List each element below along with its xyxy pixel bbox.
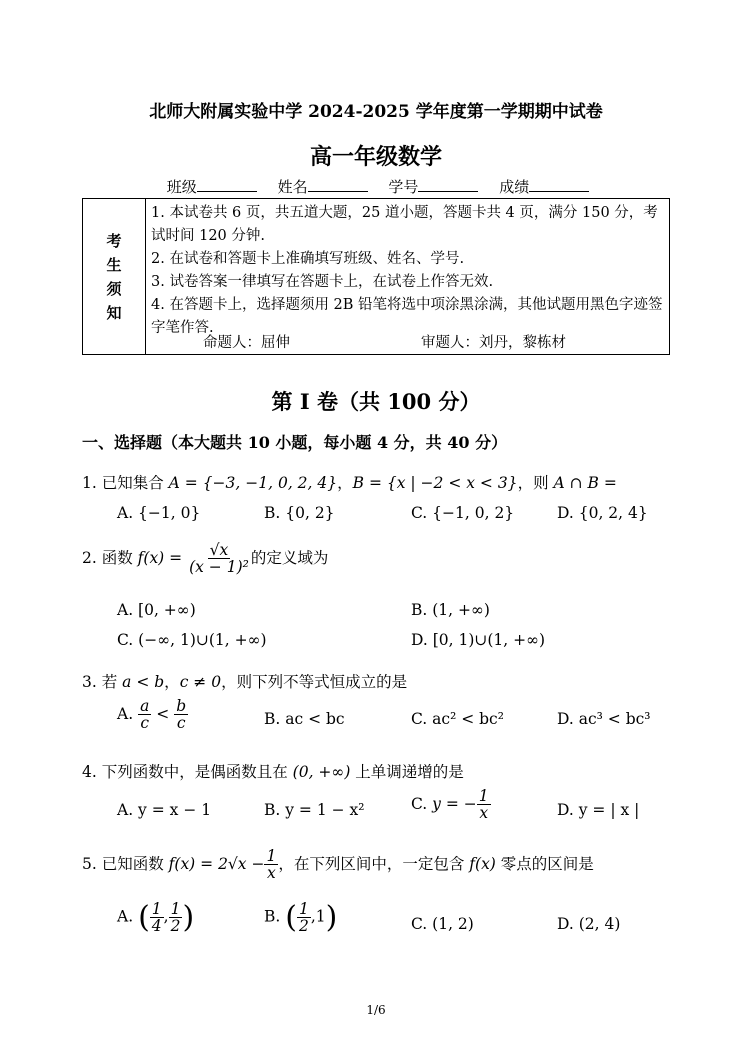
option-letter: C. — [411, 794, 428, 813]
math-expression: A ∩ B = — [553, 474, 617, 492]
field-score-label: 成绩 — [499, 178, 530, 196]
question-1-stem — [82, 471, 617, 493]
math-expression: c ≠ 0 — [179, 673, 222, 691]
question-5-option-b[interactable]: B. ( $\frac{1}{2}$ ,1) — [264, 899, 338, 935]
question-text: ，则 — [517, 474, 554, 492]
math-expression: f(x) = 2√x − — [168, 854, 265, 873]
fraction — [477, 788, 491, 822]
notice-item: 4. 在答题卡上，选择题须用 2B 铅笔将选中项涂黑涂满，其他试题用黑色字迹签字笔作答. — [151, 297, 663, 336]
student-info-fields — [0, 176, 752, 197]
fraction-numerator: a — [140, 697, 150, 715]
question-text: 3. 若 — [82, 673, 123, 691]
fraction — [174, 698, 188, 732]
field-score-blank — [529, 178, 589, 192]
fraction-numerator: 1 — [478, 787, 489, 805]
math-value: 1 — [315, 907, 326, 926]
question-2-option-c[interactable]: C. (−∞, 1)∪(1, +∞) — [117, 631, 267, 649]
notice-side-char: 生 — [106, 255, 122, 274]
question-2-option-b[interactable]: B. (1, +∞) — [411, 601, 490, 619]
question-text: ，在下列区间中，一定包含 — [278, 854, 470, 873]
question-text: 零点的区间是 — [495, 854, 594, 873]
question-text: 4. 下列函数中，是偶函数且在 — [82, 763, 293, 781]
question-3-option-d[interactable]: D. ac³ < bc³ — [557, 710, 651, 728]
option-letter: A. — [117, 704, 134, 723]
math-expression: f(x) — [469, 854, 496, 873]
field-class-label: 班级 — [166, 178, 197, 196]
fraction-numerator: 1 — [298, 899, 309, 918]
field-name-blank — [308, 178, 368, 192]
question-3-option-a[interactable] — [117, 698, 188, 732]
notice-item: 2. 在试卷和答题卡上准确填写班级、姓名、学号. — [151, 251, 465, 267]
question-text: ， — [164, 673, 180, 691]
fraction-denominator: c — [140, 714, 150, 733]
page-number: 1/6 — [366, 1003, 386, 1017]
notice-item: 3. 试卷答案一律填写在答题卡上，在试卷上作答无效. — [151, 274, 494, 290]
notice-author: 命题人：屈伸 — [203, 335, 290, 351]
fraction-denominator: (x − 1)² — [189, 558, 249, 577]
exam-title: 北师大附属实验中学 2024-2025 学年度第一学期期中试卷 — [149, 102, 603, 122]
math-expression: a < b — [122, 673, 165, 691]
notice-side-char: 须 — [106, 279, 122, 298]
right-paren: ) — [182, 900, 195, 935]
notice-item: 1. 本试卷共 6 页，共五道大题，25 道小题，答题卡共 4 页，满分 150 分，考试时间 120 分钟. — [151, 205, 658, 244]
question-5-option-c[interactable]: C. (1, 2) — [411, 915, 474, 933]
volume-title: 第 I 卷（共 100 分） — [271, 389, 481, 414]
math-expression: A = {−3, −1, 0, 2, 4} — [168, 474, 338, 492]
question-1-option-a[interactable]: A. {−1, 0} — [117, 504, 201, 522]
question-text: 的定义域为 — [250, 548, 329, 567]
option-letter: B. — [264, 907, 281, 926]
field-id-blank — [418, 178, 478, 192]
question-5-stem — [82, 848, 594, 882]
fraction — [169, 901, 183, 935]
fraction-denominator: 2 — [170, 917, 181, 935]
math-operator: < — [156, 704, 170, 723]
question-5-option-a[interactable]: A. ( $\frac{1}{4}$ , $\frac{1}{2}$ ) — [117, 899, 195, 935]
question-2-option-d[interactable]: D. [0, 1)∪(1, +∞) — [411, 631, 546, 649]
question-text: 5. 已知函数 — [82, 854, 169, 873]
question-4-option-b[interactable]: B. y = 1 − x² — [264, 801, 365, 819]
fraction-numerator: b — [176, 697, 187, 715]
question-4-stem — [82, 760, 464, 782]
notice-content — [151, 202, 663, 340]
left-paren: ( — [285, 900, 297, 935]
question-2-option-a[interactable]: A. [0, +∞) — [117, 601, 196, 619]
fraction — [187, 542, 251, 576]
notice-side-char: 知 — [106, 303, 122, 322]
field-class-blank — [197, 178, 257, 192]
question-3-stem — [82, 670, 407, 692]
left-paren: ( — [138, 900, 150, 935]
fraction-numerator: √x — [209, 541, 229, 559]
right-paren: ) — [325, 900, 338, 935]
question-3-option-b[interactable]: B. ac < bc — [264, 710, 345, 728]
fraction-denominator: x — [479, 804, 489, 823]
math-expression: (0, +∞) — [292, 763, 351, 781]
notice-reviewer: 审题人：刘丹，黎栋材 — [421, 335, 566, 351]
question-4-option-a[interactable]: A. y = x − 1 — [117, 801, 212, 819]
math-expression: y = − — [432, 794, 477, 813]
field-name-label: 姓名 — [277, 178, 308, 196]
fraction-denominator: c — [176, 714, 186, 733]
section-title: 一、选择题（本大题共 10 小题，每小题 4 分，共 40 分） — [82, 433, 508, 452]
fraction-numerator: 1 — [151, 899, 162, 918]
subject-title: 高一年级数学 — [309, 144, 442, 170]
question-text: ， — [337, 474, 353, 492]
question-4-option-d[interactable]: D. y = | x | — [557, 801, 640, 819]
option-letter: A. — [117, 907, 134, 926]
fraction-numerator: 1 — [170, 899, 181, 918]
fraction — [297, 901, 311, 935]
fraction — [150, 901, 164, 935]
question-5-option-d[interactable]: D. (2, 4) — [557, 915, 621, 933]
fraction — [264, 848, 278, 882]
fraction-numerator: 1 — [266, 847, 277, 865]
math-expression: B = {x | −2 < x < 3} — [352, 474, 518, 492]
question-1-option-c[interactable]: C. {−1, 0, 2} — [411, 504, 515, 522]
math-expression: f(x) = — [137, 548, 183, 567]
field-id-label: 学号 — [388, 178, 419, 196]
fraction-denominator: 4 — [151, 917, 162, 935]
fraction — [138, 698, 151, 732]
question-2-stem — [82, 542, 328, 576]
notice-side-char: 考 — [106, 231, 122, 250]
question-1-option-b[interactable]: B. {0, 2} — [264, 504, 335, 522]
fraction-denominator: x — [267, 864, 276, 883]
fraction-denominator: 2 — [298, 917, 309, 935]
question-4-option-c[interactable] — [411, 788, 491, 822]
question-text: 上单调递增的是 — [350, 763, 464, 781]
notice-side-label — [83, 199, 146, 354]
question-text: ，则下列不等式恒成立的是 — [221, 673, 408, 691]
question-1-option-d[interactable]: D. {0, 2, 4} — [557, 504, 648, 522]
question-3-option-c[interactable]: C. ac² < bc² — [411, 710, 504, 728]
question-text: 2. 函数 — [82, 548, 138, 567]
question-text: 1. 已知集合 — [82, 474, 169, 492]
exam-notice-box — [82, 198, 670, 355]
